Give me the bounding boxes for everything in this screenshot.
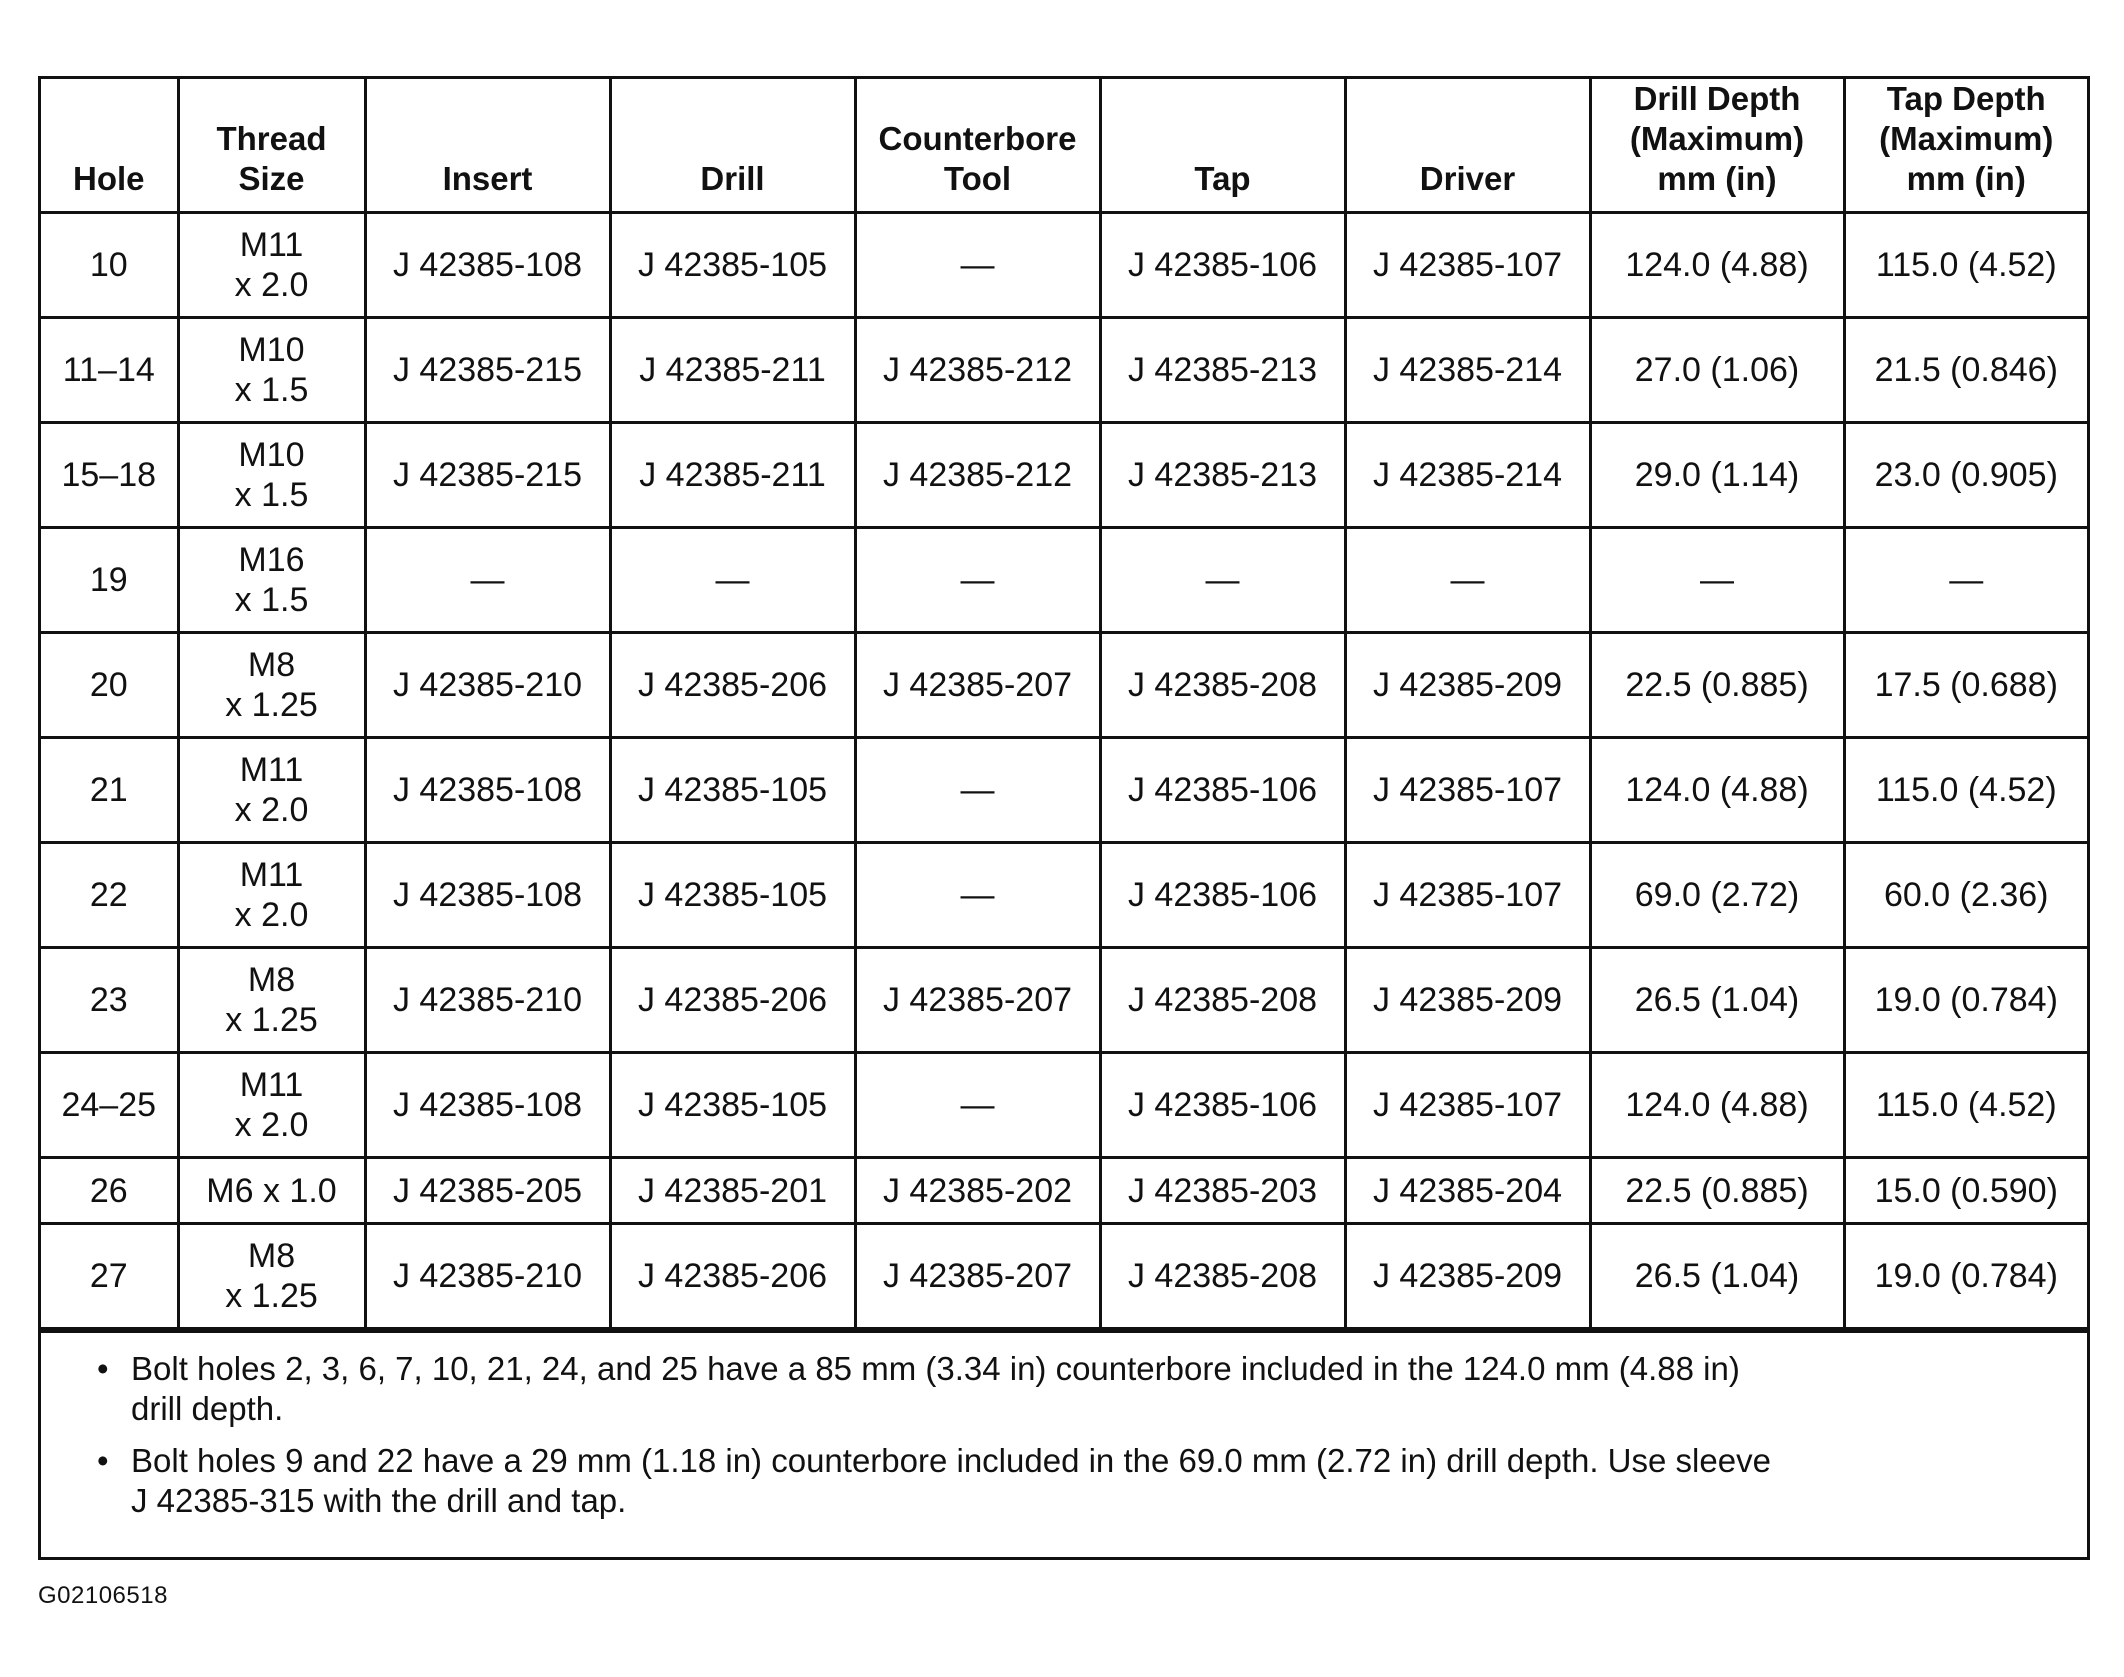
thread-size-line: x 2.0 [234, 791, 309, 829]
thread-size-cell [178, 1053, 365, 1158]
header-tap-depth [1844, 79, 2087, 213]
hole-cell: 21 [41, 738, 178, 843]
thread-size-cell [178, 948, 365, 1053]
note-item [97, 1349, 2027, 1429]
drill-depth-cell: 29.0 (1.14) [1590, 423, 1844, 528]
drill-cell: J 42385-211 [610, 318, 855, 423]
thread-size-line: M11 [239, 751, 304, 789]
driver-cell: J 42385-214 [1345, 318, 1590, 423]
insert-cell: J 42385-210 [365, 948, 610, 1053]
figure-id: G02106518 [38, 1582, 168, 1609]
insert-cell: J 42385-108 [365, 843, 610, 948]
header-thread-size [178, 79, 365, 213]
tap-cell: J 42385-106 [1100, 843, 1345, 948]
insert-cell: J 42385-210 [365, 633, 610, 738]
thread-size-line: x 1.5 [234, 476, 309, 514]
driver-cell: J 42385-107 [1345, 213, 1590, 318]
drill-cell: J 42385-105 [610, 1053, 855, 1158]
note-line: Bolt holes 9 and 22 have a 29 mm (1.18 in) counterbore included in the 69.0 mm (2.72 in) drill depth. Use sleeve [131, 1442, 1771, 1479]
header-line: Driver [1419, 160, 1516, 197]
counterbore-cell: — [855, 738, 1100, 843]
drill-depth-cell: 124.0 (4.88) [1590, 738, 1844, 843]
thread-size-line: M6 x 1.0 [206, 1171, 337, 1210]
table-row [41, 1158, 2087, 1224]
header-line: Counterbore [878, 120, 1077, 157]
drill-depth-cell: 124.0 (4.88) [1590, 1053, 1844, 1158]
header-line: Thread [216, 120, 327, 157]
insert-cell: J 42385-210 [365, 1224, 610, 1329]
driver-cell: — [1345, 528, 1590, 633]
header-line: Tap [1194, 160, 1251, 197]
thread-size-line: M8 [247, 1237, 296, 1275]
thread-size-line: x 2.0 [234, 896, 309, 934]
tap-depth-cell: 17.5 (0.688) [1844, 633, 2087, 738]
tap-cell: J 42385-208 [1100, 1224, 1345, 1329]
thread-size-line: M8 [247, 646, 296, 684]
bullet-icon: • [97, 1442, 109, 1479]
thread-size-cell [178, 318, 365, 423]
hole-cell: 15–18 [41, 423, 178, 528]
thread-size-line: M16 [238, 541, 305, 579]
insert-cell: J 42385-215 [365, 423, 610, 528]
thread-size-line: M11 [239, 1066, 304, 1104]
tap-depth-cell: 23.0 (0.905) [1844, 423, 2087, 528]
hole-cell: 26 [41, 1158, 178, 1224]
thread-size-cell [178, 213, 365, 318]
driver-cell: J 42385-107 [1345, 843, 1590, 948]
counterbore-cell: J 42385-212 [855, 423, 1100, 528]
tap-cell: J 42385-208 [1100, 633, 1345, 738]
counterbore-cell: — [855, 843, 1100, 948]
header-line: Tool [943, 160, 1012, 197]
driver-cell: J 42385-214 [1345, 423, 1590, 528]
drill-depth-cell: 26.5 (1.04) [1590, 1224, 1844, 1329]
thread-size-line: x 1.5 [234, 371, 309, 409]
drill-depth-cell: 22.5 (0.885) [1590, 1158, 1844, 1224]
drill-cell: J 42385-211 [610, 423, 855, 528]
drill-cell: J 42385-206 [610, 948, 855, 1053]
tap-cell: J 42385-106 [1100, 738, 1345, 843]
table-row [41, 423, 2087, 528]
thread-size-cell [178, 1158, 365, 1224]
drill-cell: J 42385-206 [610, 1224, 855, 1329]
thread-size-line: x 1.25 [225, 1277, 318, 1315]
tap-depth-cell: 115.0 (4.52) [1844, 738, 2087, 843]
header-line: Insert [442, 160, 533, 197]
counterbore-cell: — [855, 528, 1100, 633]
insert-cell: J 42385-205 [365, 1158, 610, 1224]
drill-depth-cell: 124.0 (4.88) [1590, 213, 1844, 318]
thread-size-cell [178, 633, 365, 738]
tap-cell: J 42385-213 [1100, 318, 1345, 423]
thread-size-line: x 1.25 [225, 686, 318, 724]
insert-cell: J 42385-215 [365, 318, 610, 423]
notes-section [41, 1330, 2087, 1530]
insert-cell: — [365, 528, 610, 633]
header-driver [1345, 79, 1590, 213]
note-line: Bolt holes 2, 3, 6, 7, 10, 21, 24, and 25 have a 85 mm (3.34 in) counterbore included in the 124.0 mm (4.88 in) [131, 1350, 1740, 1387]
hole-cell: 24–25 [41, 1053, 178, 1158]
hole-cell: 10 [41, 213, 178, 318]
tap-cell: — [1100, 528, 1345, 633]
tap-cell: J 42385-106 [1100, 1053, 1345, 1158]
header-drill-depth [1590, 79, 1844, 213]
tap-cell: J 42385-213 [1100, 423, 1345, 528]
table-row [41, 213, 2087, 318]
counterbore-cell: J 42385-212 [855, 318, 1100, 423]
hole-cell: 11–14 [41, 318, 178, 423]
tap-depth-cell: 19.0 (0.784) [1844, 1224, 2087, 1329]
drill-cell: J 42385-201 [610, 1158, 855, 1224]
tap-depth-cell: 115.0 (4.52) [1844, 1053, 2087, 1158]
counterbore-cell: J 42385-207 [855, 948, 1100, 1053]
drill-depth-cell: 27.0 (1.06) [1590, 318, 1844, 423]
thread-size-line: M11 [239, 226, 304, 264]
insert-cell: J 42385-108 [365, 213, 610, 318]
thread-size-cell [178, 1224, 365, 1329]
note-item [97, 1441, 2027, 1521]
tap-cell: J 42385-203 [1100, 1158, 1345, 1224]
tap-depth-cell: 15.0 (0.590) [1844, 1158, 2087, 1224]
table-row [41, 318, 2087, 423]
tap-depth-cell: 60.0 (2.36) [1844, 843, 2087, 948]
thread-size-line: x 2.0 [234, 266, 309, 304]
header-insert [365, 79, 610, 213]
driver-cell: J 42385-107 [1345, 738, 1590, 843]
driver-cell: J 42385-209 [1345, 948, 1590, 1053]
drill-cell: — [610, 528, 855, 633]
driver-cell: J 42385-107 [1345, 1053, 1590, 1158]
thread-size-line: x 2.0 [234, 1106, 309, 1144]
thread-size-cell [178, 423, 365, 528]
tool-spec-table [41, 79, 2087, 1330]
thread-size-line: M8 [247, 961, 296, 999]
table-row [41, 1224, 2087, 1329]
driver-cell: J 42385-209 [1345, 633, 1590, 738]
hole-cell: 23 [41, 948, 178, 1053]
hole-cell: 19 [41, 528, 178, 633]
drill-cell: J 42385-105 [610, 213, 855, 318]
header-line: Tap Depth [1886, 80, 2046, 117]
header-line: Drill Depth [1633, 80, 1801, 117]
table-row [41, 528, 2087, 633]
header-line: Size [238, 160, 305, 197]
thread-size-line: M10 [238, 331, 305, 369]
counterbore-cell: — [855, 213, 1100, 318]
driver-cell: J 42385-209 [1345, 1224, 1590, 1329]
counterbore-cell: J 42385-207 [855, 633, 1100, 738]
header-line: (Maximum) [1629, 120, 1805, 157]
header-line: mm (in) [1906, 160, 2026, 197]
hole-cell: 20 [41, 633, 178, 738]
thread-size-line: x 1.25 [225, 1001, 318, 1039]
thread-size-line: x 1.5 [234, 581, 309, 619]
driver-cell: J 42385-204 [1345, 1158, 1590, 1224]
tap-depth-cell: 115.0 (4.52) [1844, 213, 2087, 318]
thread-size-cell [178, 843, 365, 948]
table-row [41, 633, 2087, 738]
spec-table-frame [38, 76, 2090, 1560]
thread-size-line: M11 [239, 856, 304, 894]
hole-cell: 27 [41, 1224, 178, 1329]
insert-cell: J 42385-108 [365, 1053, 610, 1158]
drill-depth-cell: 69.0 (2.72) [1590, 843, 1844, 948]
header-hole [41, 79, 178, 213]
table-row [41, 738, 2087, 843]
table-body [41, 213, 2087, 1329]
table-row [41, 948, 2087, 1053]
drill-depth-cell: 22.5 (0.885) [1590, 633, 1844, 738]
drill-cell: J 42385-105 [610, 843, 855, 948]
counterbore-cell: J 42385-207 [855, 1224, 1100, 1329]
header-line: Drill [700, 160, 765, 197]
header-line: (Maximum) [1879, 120, 2054, 157]
counterbore-cell: J 42385-202 [855, 1158, 1100, 1224]
header-row [41, 79, 2087, 213]
table-row [41, 843, 2087, 948]
tap-depth-cell: 19.0 (0.784) [1844, 948, 2087, 1053]
table-row [41, 1053, 2087, 1158]
drill-cell: J 42385-206 [610, 633, 855, 738]
tap-cell: J 42385-106 [1100, 213, 1345, 318]
header-drill [610, 79, 855, 213]
header-line: Hole [72, 160, 145, 197]
tap-cell: J 42385-208 [1100, 948, 1345, 1053]
bullet-icon: • [97, 1350, 109, 1387]
header-line: mm (in) [1657, 160, 1777, 197]
header-counterbore-tool [855, 79, 1100, 213]
tap-depth-cell: — [1844, 528, 2087, 633]
drill-depth-cell: 26.5 (1.04) [1590, 948, 1844, 1053]
drill-depth-cell: — [1590, 528, 1844, 633]
counterbore-cell: — [855, 1053, 1100, 1158]
tap-depth-cell: 21.5 (0.846) [1844, 318, 2087, 423]
drill-cell: J 42385-105 [610, 738, 855, 843]
note-line: J 42385-315 with the drill and tap. [131, 1482, 627, 1519]
header-tap [1100, 79, 1345, 213]
thread-size-cell [178, 528, 365, 633]
hole-cell: 22 [41, 843, 178, 948]
insert-cell: J 42385-108 [365, 738, 610, 843]
thread-size-line: M10 [238, 436, 305, 474]
note-line: drill depth. [131, 1390, 284, 1427]
thread-size-cell [178, 738, 365, 843]
